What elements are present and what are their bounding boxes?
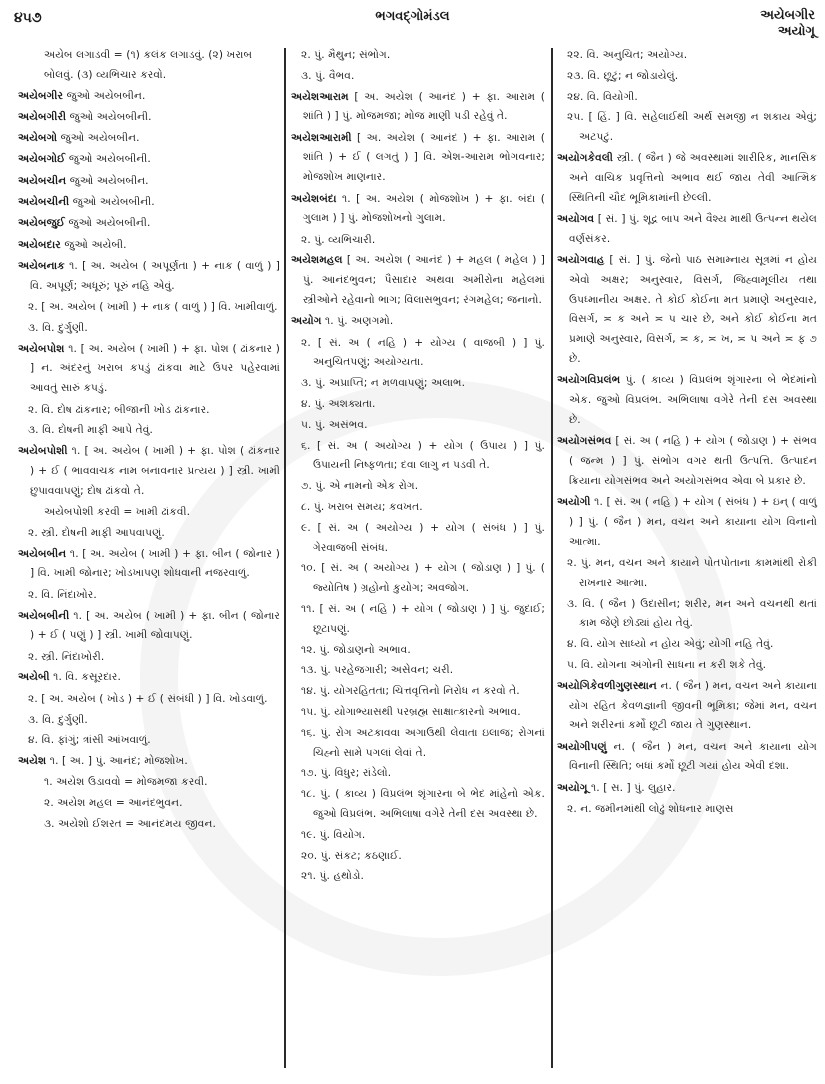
idiom-line bbox=[32, 815, 280, 835]
sense-line bbox=[301, 600, 545, 640]
sense-line bbox=[28, 524, 280, 544]
headword: અયોગવિપ્રલંભ bbox=[557, 374, 621, 387]
definition-text: ૧. [ અ. અયેબ ( ખામી ) + ફા. બીન ( જોનાર ) + ઈ ( પણું ) ] સ્ત્રી. ખામી જોવાપણું. bbox=[30, 609, 280, 642]
definition-text: [ સં. ] પું. શૂદ્ર બાપ અને વૈશ્ય માથી ઉત્પન્ન થયેલ વર્ણસંકર. bbox=[569, 212, 817, 245]
definition-text: પું. ( કાવ્ય ) વિપ્રલંભ શૃંગારના બે ભેદમાંનો એક. જુઓ વિપ્રલંભ. અભિલાષા વગેરે તેની દસ અવસ્થા છે. bbox=[569, 374, 817, 426]
definition-text: જુઓ અયેબબીની. bbox=[69, 196, 155, 209]
headword: અયેબજુઈ bbox=[18, 217, 66, 230]
dictionary-columns bbox=[0, 46, 825, 1076]
headword: અયેશ bbox=[18, 755, 47, 768]
definition-text: જુઓ અયેબબીન. bbox=[57, 132, 140, 145]
definition-text: ૨૫. [ હિં. ] વિ. સહેલાઈથી અર્થ સમજી ન શકાય એવું; અટપટું. bbox=[567, 111, 817, 144]
definition-text: ૫. પું. અસંભવ. bbox=[301, 418, 368, 431]
definition-text: ૨. પું. વ્યભિચારી. bbox=[301, 233, 376, 246]
definition-text: જુઓ અયેબબીન. bbox=[66, 174, 149, 187]
definition-text: ૨૪. વિ. વિયોગી. bbox=[567, 90, 638, 103]
dictionary-entry bbox=[18, 257, 280, 297]
headword: અયોગવ bbox=[557, 212, 595, 225]
headword: અયેશઆરામી bbox=[291, 131, 352, 144]
definition-text: ૧૪. પું. યોગરહિતતા; ચિત્તવૃત્તિનો નિરોધ ન કરવો તે. bbox=[301, 685, 520, 698]
dictionary-entry bbox=[18, 87, 280, 107]
definition-text: ૧. વિ. કસૂરદાર. bbox=[49, 671, 121, 684]
headword: અયેબબીન bbox=[18, 547, 67, 560]
sense-line bbox=[301, 826, 545, 846]
definition-text: ૩. પું. વૈભવ. bbox=[301, 69, 355, 82]
dictionary-entry bbox=[557, 149, 817, 208]
column-2 bbox=[291, 46, 545, 888]
guide-words bbox=[760, 8, 815, 40]
sense-line bbox=[301, 661, 545, 681]
dictionary-entry bbox=[18, 752, 280, 772]
definition-text: ૧૭. પું. વિધુર; રાંડેલો. bbox=[301, 767, 392, 780]
sense-line bbox=[301, 641, 545, 661]
sense-line bbox=[567, 88, 817, 108]
definition-text: ૫. વિ. યોગના અંગોની સાધના ન કરી શકે તેવું. bbox=[567, 658, 767, 671]
definition-text: ૨. પું. મૈથુન; સંભોગ. bbox=[301, 49, 391, 61]
idiom-line bbox=[32, 773, 280, 793]
definition-text: ૧. [ સં. અ ( નહિ ) + યોગ ( સંબંધ ) + ઇન્ ( વાળું ) ] પું. ( જૈન ) મન, વચન અને કાયાના યોગ વિનાનો આત્મા. bbox=[569, 496, 817, 548]
sense-line bbox=[28, 298, 280, 318]
dictionary-entry bbox=[291, 190, 545, 230]
headword: અયેશઆરામ bbox=[291, 90, 349, 103]
dictionary-entry bbox=[557, 779, 817, 799]
sense-line bbox=[567, 67, 817, 87]
definition-text: ૨. [ સં. અ ( નહિ ) + યોગ્ય ( વાજબી ) ] પું. અનુચિતપણું; અયોગ્યતા. bbox=[301, 336, 545, 369]
definition-text: ૪. વિ. યોગ સાધ્યો ન હોય એવું; યોગી નહિ તેવું. bbox=[567, 638, 774, 651]
sense-line bbox=[301, 682, 545, 702]
sense-line bbox=[301, 703, 545, 723]
definition-text: [ અ. અયેશ ( આનંદ ) + ફા. આરામ ( શાંતિ ) ] પું. મોજમજા; મોજ માણી પડી રહેવું તે. bbox=[303, 90, 545, 123]
dictionary-entry bbox=[291, 88, 545, 128]
dictionary-entry bbox=[557, 493, 817, 552]
sense-line bbox=[301, 847, 545, 867]
definition-text: ૧૬. પું. રોગ અટકાવવા અગાઉથી લેવાતા ઇલાજ; રોગનાં ચિહ્નો સામે પગલાં લેવાં તે. bbox=[301, 726, 545, 759]
definition-text: ૨. પું. મન, વચન અને કાયાને પોતપોતાના કામમાંથી રોકી રાખનાર આત્મા. bbox=[567, 556, 817, 589]
page-number: ૪૫૭ bbox=[14, 10, 42, 26]
headword: અયોગૂ bbox=[557, 781, 588, 794]
dictionary-entry bbox=[18, 607, 280, 647]
headword: અયેબી bbox=[18, 671, 50, 684]
sense-line bbox=[301, 519, 545, 559]
dictionary-entry bbox=[18, 108, 280, 128]
sense-line bbox=[28, 648, 280, 668]
headword: અયેબગોઈ bbox=[18, 153, 66, 166]
dictionary-entry bbox=[18, 172, 280, 192]
definition-text: ૩. વિ. દુર્ગુણી. bbox=[28, 713, 88, 726]
definition-text: ન. ( જૈન ) મન, વચન અને કાયાના યોગ રહિત કેવળજ્ઞાની જીવની ભૂમિકા; જેમાં મન, વચન અને શરીરનાં કર્મો છૂટી જાય તે ગુણસ્થાન. bbox=[569, 679, 817, 732]
headword: અયોગીપણું bbox=[557, 740, 607, 753]
definition-text: ૨. [ અ. અયેબ ( ખામી ) + નાક ( વાળું ) ] વિ. ખામીવાળું. bbox=[28, 301, 278, 314]
sense-line bbox=[567, 46, 817, 66]
definition-text: જુઓ અયેબબીન. bbox=[63, 89, 146, 102]
definition-text: [ સં. ] પું. જેનો પાઠ સમામ્નાય સૂત્રમાં ન હોય એવો અક્ષર; અનુસ્વાર, વિસર્ગ, જિહ્વામૂલીય તથા ઉપધ્માનીય અક્ષર. તે કોઈ કોઈના મત પ્રમાણે અનુસ્વાર, વિસર્ગ, ≍ ક અને ≍ પ ચાર છે, અને કોઈ કોઈના મત પ્રમાણે અનુસ્વાર, વિસર્ગ, ≍ ક, ≍ ખ, ≍ પ અને ≍ ફ ૭ છે. bbox=[569, 253, 817, 365]
definition-text: [ અ. અયેશ ( આનંદ ) + મહલ ( મહેલ ) ] પું. આનંદભુવન; પૈસાદાર અથવા અમીરોના મહેલમાં સ્ત્રીઓને રહેવાનો ભાગ; વિલાસભુવન; રંગમહેલ; જનાનો. bbox=[303, 254, 545, 307]
sense-line bbox=[301, 477, 545, 497]
definition-text: જુઓ અયેબબીની. bbox=[65, 217, 151, 230]
sense-line bbox=[301, 867, 545, 887]
headword: અયેબબીની bbox=[18, 609, 70, 622]
definition-text: ૨. સ્ત્રી. નિંદાખોરી. bbox=[28, 650, 105, 663]
dictionary-entry bbox=[557, 677, 817, 736]
headword: અયેબનાક bbox=[18, 259, 65, 272]
definition-text: ૧. અયેશ ઉડાવવો = મોજમજા કરવી. bbox=[44, 776, 208, 789]
dictionary-entry bbox=[557, 251, 817, 370]
sense-line bbox=[567, 554, 817, 594]
dictionary-entry bbox=[18, 236, 280, 256]
definition-text: ૪. પું. અશક્યતા. bbox=[301, 398, 376, 411]
dictionary-entry bbox=[18, 340, 280, 399]
dictionary-entry bbox=[18, 129, 280, 149]
headword: અયેબગો bbox=[18, 132, 58, 145]
dictionary-entry bbox=[18, 193, 280, 213]
headword: અયેબગીર bbox=[18, 89, 64, 102]
sense-line bbox=[301, 764, 545, 784]
definition-text: અયેબ લગાડવી = (૧) કલંક લગાડવું. (૨) ખરાબ બોલવું. (૩) વ્યભિચાર કરવો. bbox=[44, 49, 253, 81]
definition-text: સ્ત્રી. ( જૈન ) જે અવસ્થામાં શારીરિક, માનસિક અને વાચિક પ્રવૃત્તિનો અભાવ થઈ જાય તેવી આત્મિક સ્થિતિની ચૌદ ભૂમિકામાંની છેલ્લી. bbox=[569, 151, 817, 204]
definition-text: ૧. [ અ. અયેબ ( અપૂર્ણતા ) + નાક ( વાળું ) ] વિ. અપૂર્ણ; અધૂરું; પૂરું નહિ એવું. bbox=[30, 259, 280, 292]
dictionary-entry bbox=[291, 251, 545, 310]
definition-text: ૮. પું. ખરાબ સમય; કવખત. bbox=[301, 501, 423, 514]
sense-line bbox=[28, 421, 280, 441]
guide-word-first: અયેબગીર bbox=[760, 8, 815, 23]
definition-text: ૩. વિ. દુર્ગુણી. bbox=[28, 321, 88, 334]
definition-text: ૩. વિ. દોષની માફી આપે તેવું. bbox=[28, 424, 153, 437]
column-3 bbox=[557, 46, 817, 821]
sense-line bbox=[567, 635, 817, 655]
headword: અયોગકેવલી bbox=[557, 151, 613, 164]
sense-line bbox=[28, 586, 280, 606]
sense-line bbox=[301, 785, 545, 825]
headword: અયેબપોશી bbox=[18, 445, 68, 458]
dictionary-entry bbox=[557, 432, 817, 491]
definition-text: ૧. [ અ. ] પું. આનંદ; મોજશોખ. bbox=[46, 755, 188, 768]
dictionary-entry bbox=[291, 129, 545, 188]
sense-line bbox=[28, 319, 280, 339]
definition-text: [ અ. અયેશ ( આનંદ ) + ફા. આરામ ( શાંતિ ) + ઈ ( લગતું ) ] વિ. એશ-આરામ ભોગવનાર; મોજશોખ માણનાર. bbox=[303, 131, 545, 184]
definition-text: ૨. વિ. દોષ ઢાંકનાર; બીજાની ખોડ ઢાંકનાર. bbox=[28, 403, 210, 416]
headword: અયેબચીની bbox=[18, 196, 70, 209]
dictionary-entry bbox=[557, 371, 817, 430]
definition-text: ૧. [ અ. અયેશ ( મોજશોખ ) + ફા. બંદા ( ગુલામ ) ] પું. મોજશોખનો ગુલામ. bbox=[303, 192, 545, 225]
definition-text: ૧૩. પું. પરહેજગારી; અસેવન; ચરી. bbox=[301, 664, 454, 677]
sense-line bbox=[567, 656, 817, 676]
sense-line bbox=[567, 595, 817, 635]
headword: અયોગવાહ bbox=[557, 253, 605, 266]
definition-text: ૧. [ અ. અયેબ ( ખામી ) + ફા. પોશ ( ઢાંકનાર ) ] ન. અંદરનું ખરાબ કપડું ઢાંકવા માટે ઉપર પહેરવામાં આવતું સારું કપડું. bbox=[30, 342, 280, 395]
definition-text: ૧૨. પું. જોડાણનો અભાવ. bbox=[301, 643, 411, 656]
sense-line bbox=[301, 498, 545, 518]
definition-text: ૧. પું. અણગમો. bbox=[321, 315, 394, 328]
sense-line bbox=[28, 690, 280, 710]
sense-line bbox=[567, 108, 817, 148]
definition-text: ૨. સ્ત્રી. દોષની માફી આપવાપણું. bbox=[28, 526, 165, 539]
headword: અયેબપોશ bbox=[18, 342, 65, 355]
definition-text: ૨૨. વિ. અનુચિત; અયોગ્ય. bbox=[567, 49, 688, 61]
sense-line bbox=[301, 416, 545, 436]
definition-text: ૧૫. પું. યોગાભ્યાસથી પરબ્રહ્મ સાક્ષાત્કારનો અભાવ. bbox=[301, 706, 521, 718]
definition-text: ૭. પું. એ નામનો એક રોગ. bbox=[301, 480, 419, 493]
headword: અયેબગીરી bbox=[18, 110, 67, 123]
sense-line bbox=[301, 231, 545, 251]
headword: અયોગસંભવ bbox=[557, 435, 612, 448]
guide-word-last: અયોગૂ bbox=[777, 24, 815, 39]
definition-text: ૧૦. [ સં. અ ( અયોગ્ય ) + યોગ ( જોડાણ ) ] પું. ( જ્યોતિષ ) ગ્રહોનો કુયોગ; અવજોગ. bbox=[301, 562, 545, 595]
sense-line bbox=[301, 67, 545, 87]
idiom-line bbox=[32, 503, 280, 523]
definition-text: ૧૮. પું. ( કાવ્ય ) વિપ્રલંભ શૃંગારના બે ભેદ માંહેનો એક. જુઓ વિપ્રલંભ. અભિલાષા વગેરે તેની દસ અવસ્થા છે. bbox=[301, 788, 545, 820]
definition-text: ૨૦. પું. સંકટ; કઠણાઈ. bbox=[301, 849, 402, 862]
sense-line bbox=[301, 334, 545, 374]
definition-text: ૩. વિ. ( જૈન ) ઉદાસીન; શરીર, મન અને વચનથી થતાં કામ જેણે છોડ્યાં હોય તેવું. bbox=[567, 597, 817, 630]
headword: અયેશમહલ bbox=[291, 254, 343, 267]
running-title: ભગવદ્ગોમંડલ bbox=[375, 9, 450, 24]
definition-text: જુઓ અયેબી. bbox=[60, 238, 127, 251]
dictionary-entry bbox=[18, 150, 280, 170]
definition-text: ૨. અયેશ મહલ = આનંદભુવન. bbox=[44, 797, 183, 810]
definition-text: ૧. [ અ. અયેબ ( ખામી ) + ફા. બીન ( જોનાર ) ] વિ. ખામી જોનાર; ખોડખાપણ શોધવાની નજરવાળું. bbox=[30, 547, 280, 580]
headword: અયેબચીન bbox=[18, 174, 67, 187]
definition-text: ન. ( જૈન ) મન, વચન અને કાયાના યોગ વિનાની સ્થિતિ; બધાં કર્મો છૂટી ગયાં હોય એવી દશા. bbox=[569, 740, 817, 773]
definition-text: ૪. વિ. ફાંગું; ત્રાંસી આંખવાળું. bbox=[28, 734, 151, 747]
sense-line bbox=[301, 46, 545, 66]
sense-line bbox=[301, 437, 545, 477]
headword: અયેબદાર bbox=[18, 238, 61, 251]
definition-text: જુઓ અયેબબીની. bbox=[66, 110, 152, 123]
definition-text: ૧. [ અ. અયેબ ( ખામી ) + ફા. પોશ ( ઢાંકનાર ) + ઈ ( ભાવવાચક નામ બનાવનાર પ્રત્યય ) ] સ્ત્રી. ખામી છુપાવવાપણું; દોષ ઢાંકવો તે. bbox=[30, 445, 280, 497]
column-1 bbox=[18, 46, 280, 836]
dictionary-entry bbox=[557, 738, 817, 778]
headword: અયોગી bbox=[557, 496, 591, 509]
definition-text: ૨૧. પું. હથોડો. bbox=[301, 870, 364, 883]
sense-line bbox=[28, 401, 280, 421]
definition-text: ૧૯. પું. વિયોગ. bbox=[301, 828, 366, 841]
dictionary-entry bbox=[18, 214, 280, 234]
sense-line bbox=[301, 395, 545, 415]
headword: અયોગિકેવળીગુણસ્થાન bbox=[557, 679, 657, 692]
definition-text: ૧૧. [ સં. અ ( નહિ ) + યોગ ( જોડાણ ) ] પું. જુદાઈ; છૂટાપણું. bbox=[301, 603, 545, 635]
headword: અયેશબંદા bbox=[291, 192, 337, 205]
sense-line bbox=[28, 711, 280, 731]
idiom-line bbox=[32, 794, 280, 814]
dictionary-entry bbox=[18, 545, 280, 585]
sense-line bbox=[301, 374, 545, 394]
sense-line bbox=[567, 800, 817, 820]
definition-text: ૩. પું. અપ્રાપ્તિ; ન મળવાપણું; અલાભ. bbox=[301, 377, 466, 390]
definition-text: ૨. વિ. નિંદાખોર. bbox=[28, 588, 97, 601]
dictionary-entry bbox=[18, 668, 280, 688]
definition-text: ૨. ન. જમીનમાંથી લોઢું શોધનાર માણસ bbox=[567, 802, 734, 815]
definition-text: [ સં. અ ( નહિ ) + યોગ ( જોડાણ ) + સંભવ ( જન્મ ) ] પું. સંભોગ વગર થતી ઉત્પત્તિ. ઉત્પાદન ક્રિયાના યોગસંભવ અને અયોગસંભવ એવા બે પ્રકાર છે. bbox=[569, 435, 817, 487]
definition-text: ૧. [ સ. ] પું. લુહાર. bbox=[587, 781, 676, 794]
dictionary-entry bbox=[557, 210, 817, 250]
definition-text: અયેબપોશી કરવી = ખામી ઢાંકવી. bbox=[44, 506, 191, 519]
sense-line bbox=[301, 559, 545, 599]
dictionary-entry bbox=[291, 312, 545, 332]
definition-text: ૩. અયેશો ઈશરત = આનંદમય જીવન. bbox=[44, 817, 216, 830]
headword: અયોગ bbox=[291, 315, 322, 328]
page-header bbox=[0, 0, 825, 40]
idiom-line bbox=[32, 46, 280, 86]
sense-line bbox=[301, 724, 545, 764]
dictionary-entry bbox=[18, 442, 280, 501]
definition-text: ૨૩. વિ. છૂટું; ન જોડાયેલું. bbox=[567, 69, 679, 82]
definition-text: જુઓ અયેબબીની. bbox=[65, 153, 151, 166]
sense-line bbox=[28, 731, 280, 751]
definition-text: ૨. [ અ. અયેબ ( ખોડ ) + ઈ ( સંબંધી ) ] વિ. ખોડવાળું. bbox=[28, 692, 268, 705]
definition-text: ૯. [ સં. અ ( અયોગ્ય ) + યોગ ( સંબંધ ) ] પું. ગેરવાજબી સંબંધ. bbox=[301, 521, 545, 554]
definition-text: ૬. [ સં. અ ( અયોગ્ય ) + યોગ ( ઉપાય ) ] પું. ઉપાયની નિષ્ફળતા; દવા લાગુ ન પડવી તે. bbox=[301, 439, 545, 472]
